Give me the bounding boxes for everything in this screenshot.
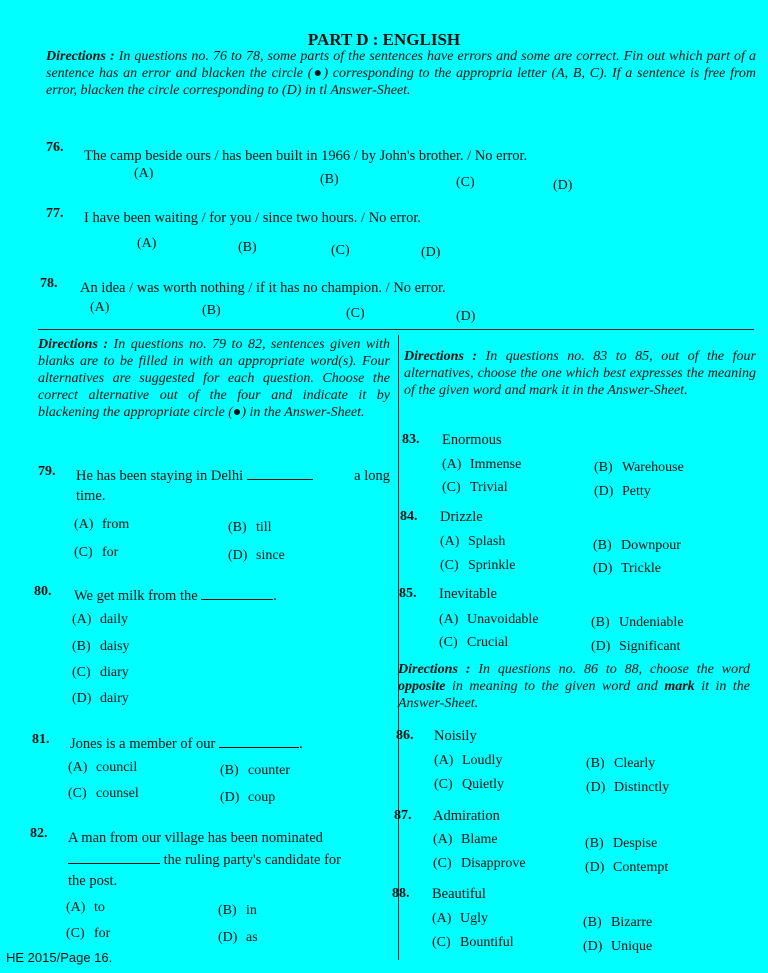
directions-76-78 xyxy=(46,48,756,99)
q79-option-c: (C) for xyxy=(74,545,119,560)
section-divider xyxy=(38,329,754,330)
q83-option-c: (C) Trivial xyxy=(442,480,508,495)
question-word-86: Noisily xyxy=(434,728,477,744)
q87-option-b: (B) Despise xyxy=(585,836,658,851)
q79-text-end: a long xyxy=(354,468,390,484)
q78-label-b: (B) xyxy=(202,303,221,318)
question-word-88: Beautiful xyxy=(432,886,486,902)
question-number-84: 84. xyxy=(400,509,418,524)
q88-option-c: (C) Bountiful xyxy=(432,935,514,950)
question-text-82-line2 xyxy=(68,852,341,869)
q85-option-d: (D) Significant xyxy=(591,639,681,654)
q82-option-d: (D) as xyxy=(218,930,258,945)
q78-label-a: (A) xyxy=(90,300,110,315)
question-word-85: Inevitable xyxy=(439,586,497,602)
q81-option-c: (C) counsel xyxy=(68,786,139,801)
question-number-86: 86. xyxy=(396,728,414,743)
answer-blank xyxy=(201,589,273,600)
question-text-80 xyxy=(74,588,277,605)
q78-label-d: (D) xyxy=(456,309,476,324)
q84-option-d: (D) Trickle xyxy=(593,561,661,576)
question-number-88: 88. xyxy=(392,886,410,901)
question-number-80: 80. xyxy=(34,584,52,599)
question-number-77: 77. xyxy=(46,206,64,221)
question-number-79: 79. xyxy=(38,464,56,479)
directions-86-88 xyxy=(398,661,750,712)
directions-text: In questions no. 79 to 82, sentences given with blanks are to be filled in with an appropriate word(s). Four alternatives are suggested for each question. Choose the correct alternative out of the four and indicate it by blackening the appropriate circle (●) in the Answer-Sheet. xyxy=(38,337,390,420)
question-number-78: 78. xyxy=(40,276,58,291)
q84-option-c: (C) Sprinkle xyxy=(440,558,516,573)
q84-option-b: (B) Downpour xyxy=(593,538,681,553)
question-number-81: 81. xyxy=(32,732,50,747)
answer-blank xyxy=(219,737,299,748)
directions-head: Directions : xyxy=(38,337,109,352)
q85-option-c: (C) Crucial xyxy=(439,635,509,650)
question-text-78: An idea / was worth nothing / if it has no champion. / No error. xyxy=(80,280,446,296)
q76-label-c: (C) xyxy=(456,175,475,190)
q81-option-d: (D) coup xyxy=(220,790,276,805)
directions-emphasis: mark xyxy=(664,679,695,694)
q79-option-b: (B) till xyxy=(228,520,272,535)
q83-option-b: (B) Warehouse xyxy=(594,460,684,475)
q80-option-c: (C) diary xyxy=(72,665,129,680)
question-word-83: Enormous xyxy=(442,432,502,448)
q79-text-cont: time. xyxy=(76,488,106,504)
directions-text: in meaning to the given word and xyxy=(451,679,658,694)
q79-option-d: (D) since xyxy=(228,548,285,563)
q81-option-b: (B) counter xyxy=(220,763,290,778)
directions-head: Directions : xyxy=(404,349,478,364)
question-word-87: Admiration xyxy=(433,808,500,824)
q82-option-c: (C) for xyxy=(66,926,111,941)
question-number-82: 82. xyxy=(30,826,48,841)
q77-label-b: (B) xyxy=(238,240,257,255)
q80-text-end: . xyxy=(273,588,277,604)
column-divider xyxy=(398,335,399,960)
q87-option-a: (A) Blame xyxy=(433,832,498,847)
answer-blank xyxy=(68,853,160,864)
q76-label-b: (B) xyxy=(320,172,339,187)
q80-option-b: (B) daisy xyxy=(72,639,130,654)
q87-option-d: (D) Contempt xyxy=(585,860,669,875)
question-text-77: I have been waiting / for you / since two hours. / No error. xyxy=(84,210,422,226)
q88-option-a: (A) Ugly xyxy=(432,911,488,926)
page-title: PART D : ENGLISH xyxy=(307,30,461,49)
q81-text-end: . xyxy=(299,736,303,752)
question-text-82: A man from our village has been nominated xyxy=(68,830,323,846)
q80-option-d: (D) dairy xyxy=(72,691,129,706)
q86-option-a: (A) Loudly xyxy=(434,753,503,768)
q88-option-d: (D) Unique xyxy=(583,939,653,954)
directions-head: Directions : xyxy=(46,49,115,64)
q80-text-start: We get milk from the xyxy=(74,588,198,604)
question-text-81 xyxy=(70,736,303,753)
q80-option-a: (A) daily xyxy=(72,612,128,627)
q86-option-c: (C) Quietly xyxy=(434,777,504,792)
q81-text-start: Jones is a member of our xyxy=(70,736,216,752)
question-number-87: 87. xyxy=(394,808,412,823)
question-number-83: 83. xyxy=(402,432,420,447)
q83-option-d: (D) Petty xyxy=(594,484,651,499)
q82-option-b: (B) in xyxy=(218,903,257,918)
q86-option-d: (D) Distinctly xyxy=(586,780,670,795)
q82-text-middle: the ruling party's candidate for xyxy=(163,852,341,868)
directions-text: In questions no. 76 to 78, some parts of the sentences have errors and some are correct. Fin out which part of a sentence has an error and blacken the circle (●) corresponding to the appropria letter (A, B, C). If a sentence is free from error, blacken the circle corresponding to (D) in tl Answer-Sheet. xyxy=(46,49,757,98)
directions-emphasis: opposite xyxy=(398,679,446,694)
q77-label-d: (D) xyxy=(421,245,441,260)
q76-label-a: (A) xyxy=(134,166,154,181)
q81-option-a: (A) council xyxy=(68,760,138,775)
directions-text: In questions no. 86 to 88, choose the word xyxy=(478,662,750,677)
q77-label-c: (C) xyxy=(331,243,350,258)
directions-83-85 xyxy=(404,348,756,399)
question-number-76: 76. xyxy=(46,140,64,155)
directions-text: it in the Answer-Sheet. xyxy=(398,679,751,711)
q83-option-a: (A) Immense xyxy=(442,457,522,472)
question-text-82-line3: the post. xyxy=(68,873,118,889)
answer-blank xyxy=(247,469,313,480)
question-text-79 xyxy=(76,468,390,485)
question-text-76: The camp beside ours / has been built in 1966 / by John's brother. / No error. xyxy=(84,148,528,164)
q78-label-c: (C) xyxy=(346,306,365,321)
q86-option-b: (B) Clearly xyxy=(586,756,656,771)
directions-head: Directions : xyxy=(398,662,471,677)
page-footer: HE 2015/Page 16. xyxy=(6,950,113,965)
q76-label-d: (D) xyxy=(553,178,573,193)
q85-option-a: (A) Unavoidable xyxy=(439,612,539,627)
directions-text: In questions no. 83 to 85, out of the four alternatives, choose the one which best expresses the meaning of the given word and mark it in the Answer-Sheet. xyxy=(404,349,756,398)
q84-option-a: (A) Splash xyxy=(440,534,506,549)
q85-option-b: (B) Undeniable xyxy=(591,615,684,630)
q77-label-a: (A) xyxy=(137,236,157,251)
question-word-84: Drizzle xyxy=(440,509,483,525)
question-number-85: 85. xyxy=(399,586,417,601)
q79-text-start: He has been staying in Delhi xyxy=(76,468,244,484)
q79-option-a: (A) from xyxy=(74,517,130,532)
q87-option-c: (C) Disapprove xyxy=(433,856,526,871)
directions-79-82 xyxy=(38,336,390,421)
q82-option-a: (A) to xyxy=(66,900,105,915)
q88-option-b: (B) Bizarre xyxy=(583,915,653,930)
